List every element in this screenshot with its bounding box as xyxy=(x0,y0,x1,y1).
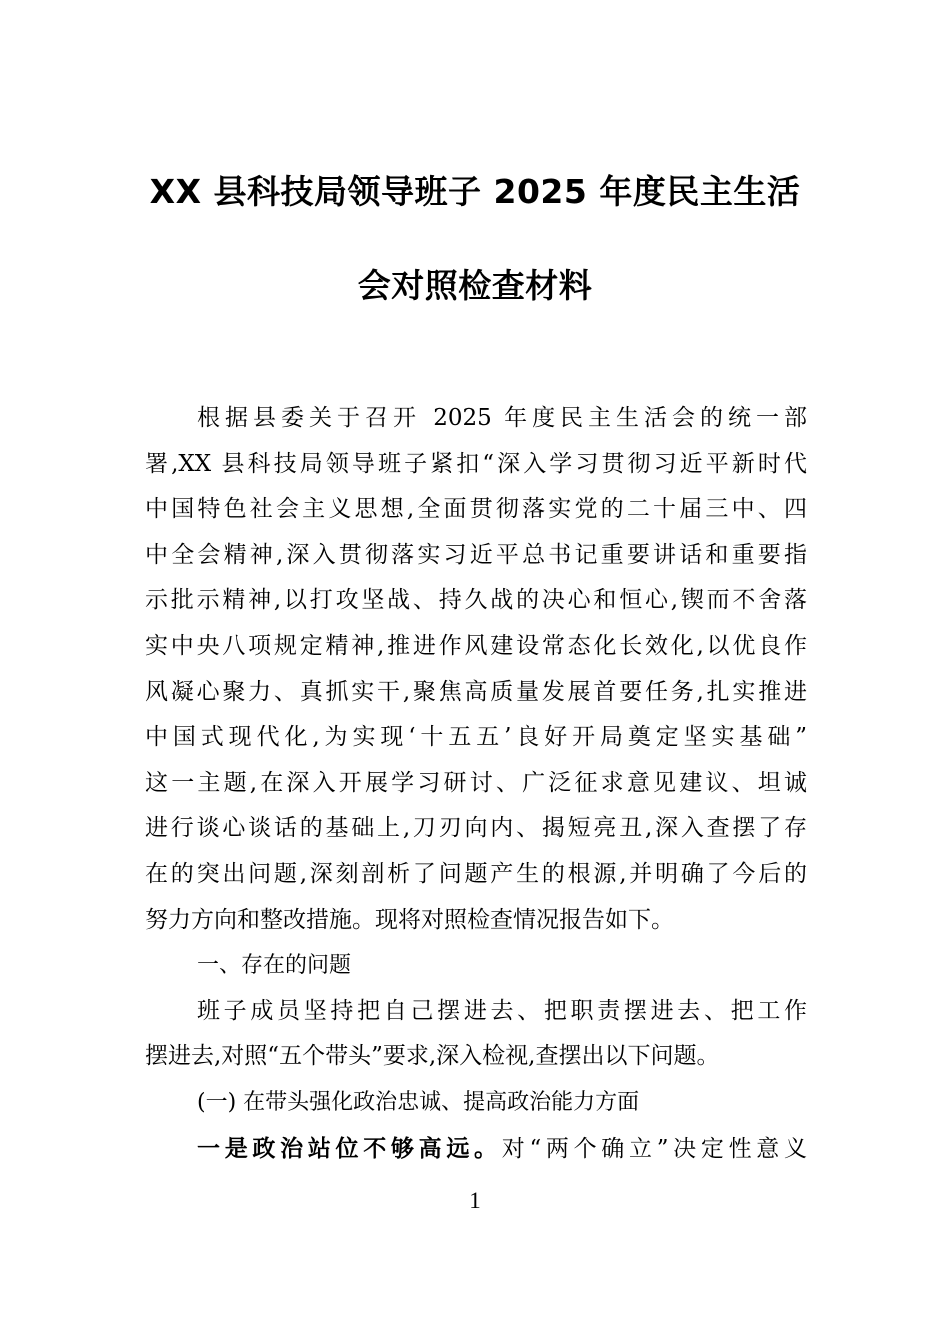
point-text: 对“两个确立”决定性意义 xyxy=(501,1135,807,1162)
page-number: 1 xyxy=(469,1188,481,1213)
intro-line: 根据县委关于召开 2025 年度民主生活会的统一部 xyxy=(197,405,807,431)
section-heading: 一、存在的问题 xyxy=(197,953,352,979)
intro-line: 示批示精神,以打攻坚战、持久战的决心和恒心,锲而不舍落 xyxy=(145,587,807,614)
intro-line: 实中央八项规定精神,推进作风建设常态化长效化,以优良作 xyxy=(145,632,807,659)
intro-line: 中全会精神,深入贯彻落实习近平总书记重要讲话和重要指 xyxy=(145,541,807,568)
point-lead: 一是政治站位不够高远。 xyxy=(197,1134,502,1162)
point-line xyxy=(145,1126,807,1172)
intro-line: 风凝心聚力、真抓实干,聚焦高质量发展首要任务,扎实推进 xyxy=(145,678,807,705)
document-body xyxy=(145,396,807,1171)
intro-line: 署,XX 县科技局领导班子紧扣“深入学习贯彻习近平新时代 xyxy=(145,450,807,477)
intro-line: 这一主题,在深入开展学习研讨、广泛征求意见建议、坦诚 xyxy=(145,769,807,796)
intro-line: 中国式现代化,为实现‘十五五’良好开局奠定坚实基础” xyxy=(145,724,807,751)
intro-line: 中国特色社会主义思想,全面贯彻落实党的二十届三中、四 xyxy=(145,496,807,523)
section-paragraph-line: 班子成员坚持把自己摆进去、把职责摆进去、把工作 xyxy=(197,997,807,1024)
section-paragraph-line: 摆进去,对照“五个带头”要求,深入检视,查摆出以下问题。 xyxy=(145,1043,720,1070)
intro-line: 努力方向和整改措施。现将对照检查情况报告如下。 xyxy=(145,906,674,933)
intro-line: 进行谈心谈话的基础上,刀刃向内、揭短亮丑,深入查摆了存 xyxy=(145,815,807,842)
subsection-heading: (一) 在带头强化政治忠诚、提高政治能力方面 xyxy=(197,1089,640,1115)
document-title-line-1: XX 县科技局领导班子 2025 年度民主生活 xyxy=(149,172,801,211)
document-title-line-2: 会对照检查材料 xyxy=(357,266,593,305)
intro-line: 在的突出问题,深刻剖析了问题产生的根源,并明确了今后的 xyxy=(145,860,807,887)
